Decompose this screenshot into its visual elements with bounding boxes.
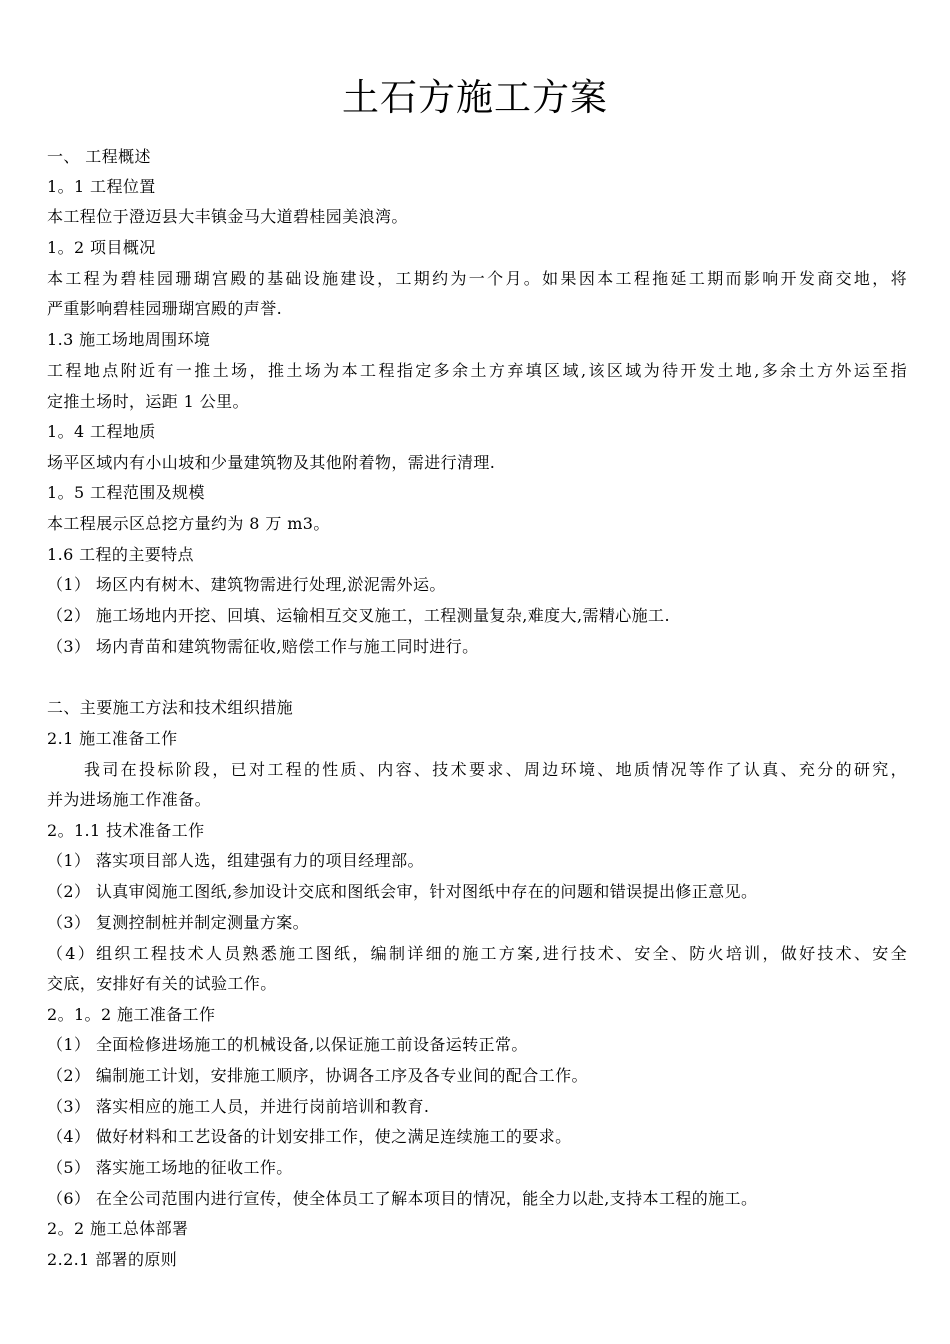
heading-1-6: 1.6 工程的主要特点 — [47, 545, 194, 564]
paragraph-line: 定推土场时，运距 1 公里。 — [47, 392, 249, 411]
list-item: （6） 在全公司范围内进行宣传，使全体员工了解本项目的情况，能全力以赴,支持本工程的施工。 — [47, 1189, 758, 1208]
list-item: （4）组织工程技术人员熟悉施工图纸，编制详细的施工方案,进行技术、安全、防火培训，做好技术、安全 — [47, 944, 907, 963]
list-item: （4） 做好材料和工艺设备的计划安排工作，使之满足连续施工的要求。 — [47, 1127, 572, 1146]
heading-section-1: 一、 工程概述 — [47, 147, 151, 166]
heading-1-1: 1。1 工程位置 — [47, 177, 156, 196]
paragraph-line: 严重影响碧桂园珊瑚宫殿的声誉. — [47, 299, 283, 318]
list-item: （3） 复测控制桩并制定测量方案。 — [47, 913, 310, 932]
list-item: （2） 编制施工计划，安排施工顺序，协调各工序及各专业间的配合工作。 — [47, 1066, 588, 1085]
paragraph-line: 交底，安排好有关的试验工作。 — [47, 974, 277, 993]
paragraph-line: 我司在投标阶段，已对工程的性质、内容、技术要求、周边环境、地质情况等作了认真、充分的研究， — [84, 760, 907, 779]
heading-1-2: 1。2 项目概况 — [47, 238, 156, 257]
heading-section-2: 二、主要施工方法和技术组织措施 — [47, 698, 294, 717]
heading-2-2: 2。2 施工总体部署 — [47, 1219, 189, 1238]
paragraph-line: 工程地点附近有一推土场，推土场为本工程指定多余土方弃填区域,该区域为待开发土地,多余土方外运至指 — [47, 361, 907, 380]
paragraph-line: 场平区域内有小山坡和少量建筑物及其他附着物，需进行清理. — [47, 453, 496, 472]
list-item: （1） 全面检修进场施工的机械设备,以保证施工前设备运转正常。 — [47, 1035, 528, 1054]
list-item: （5） 落实施工场地的征收工作。 — [47, 1158, 293, 1177]
paragraph-line: 并为进场施工作准备。 — [47, 790, 212, 809]
paragraph-line: 本工程展示区总挖方量约为 8 万 m3。 — [47, 514, 330, 533]
document-title: 土石方施工方案 — [342, 76, 608, 119]
heading-2-1: 2.1 施工准备工作 — [47, 729, 178, 748]
list-item: （1） 场区内有树木、建筑物需进行处理,淤泥需外运。 — [47, 575, 446, 594]
paragraph-line: 本工程为碧桂园珊瑚宫殿的基础设施建设，工期约为一个月。如果因本工程拖延工期而影响开发商交地，将 — [47, 269, 907, 288]
heading-1-4: 1。4 工程地质 — [47, 422, 156, 441]
list-item: （2） 认真审阅施工图纸,参加设计交底和图纸会审，针对图纸中存在的问题和错误提出修正意见。 — [47, 882, 758, 901]
list-item: （3） 场内青苗和建筑物需征收,赔偿工作与施工同时进行。 — [47, 637, 479, 656]
heading-1-5: 1。5 工程范围及规模 — [47, 483, 205, 502]
list-item: （2） 施工场地内开挖、回填、运输相互交叉施工，工程测量复杂,难度大,需精心施工. — [47, 606, 670, 625]
heading-2-1-1: 2。1.1 技术准备工作 — [47, 821, 205, 840]
list-item: （3） 落实相应的施工人员，并进行岗前培训和教育. — [47, 1097, 430, 1116]
heading-2-1-2: 2。1。2 施工准备工作 — [47, 1005, 216, 1024]
heading-2-2-1: 2.2.1 部署的原则 — [47, 1250, 178, 1269]
list-item: （1） 落实项目部人选，组建强有力的项目经理部。 — [47, 851, 424, 870]
heading-1-3: 1.3 施工场地周围环境 — [47, 330, 211, 349]
paragraph-line: 本工程位于澄迈县大丰镇金马大道碧桂园美浪湾。 — [47, 207, 408, 226]
